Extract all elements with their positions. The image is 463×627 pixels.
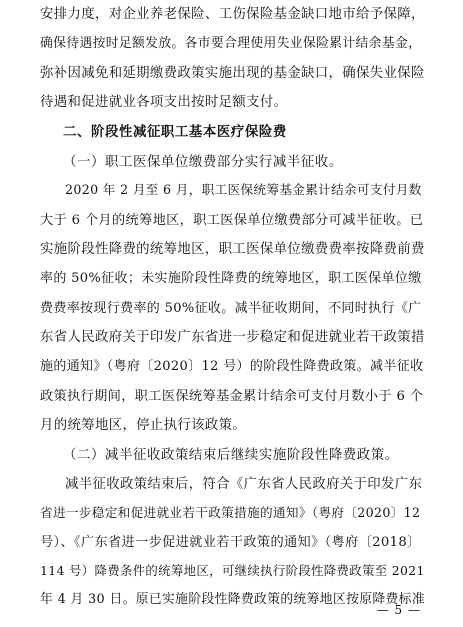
body-text-line: 待遇和促进就业各项支出按时足额支付。 xyxy=(40,95,288,110)
subsection-heading: （二）减半征收政策结束后继续实施阶段性降费政策。 xyxy=(63,448,399,463)
body-text-line: 号）、《广东省进一步促进就业若干政策的通知》（粤府〔2018〕 xyxy=(40,535,421,550)
body-text-line: 省进一步稳定和促进就业若干政策措施的通知》（粤府〔2020〕12 xyxy=(40,505,421,520)
body-text-line: 费费率按现行费率的 50%征收。减半征收期间，不同时执行《广 xyxy=(40,301,422,316)
body-text-line: 率的 50%征收；未实施阶段性降费的统筹地区，职工医保单位缴 xyxy=(40,271,422,286)
body-text-line: 实施阶段性降费的统筹地区，职工医保单位缴费费率按降费前费 xyxy=(40,242,425,257)
section-heading: 二、阶段性减征职工基本医疗保险费 xyxy=(63,125,287,140)
body-text-line: 弥补因减免和延期缴费政策实施出现的基金缺口，确保失业保险 xyxy=(40,66,425,81)
body-text-line: 施的通知》（粤府〔2020〕12 号）的阶段性降费政策。减半征收 xyxy=(40,359,424,374)
body-text-line: 大于 6 个月的统筹地区，职工医保单位缴费部分可减半征收。已 xyxy=(40,213,424,228)
paragraph-first-line: 减半征收政策结束后，符合《广东省人民政府关于印发广东 xyxy=(65,477,423,492)
body-text-line: 114 号）降费条件的统筹地区，可继续执行阶段性降费政策至 2021 xyxy=(40,563,425,578)
body-text-line: 确保待遇按时足额发放。各市要合理使用失业保险累计结余基金， xyxy=(40,36,422,51)
subsection-heading: （一）职工医保单位缴费部分实行减半征收。 xyxy=(63,155,343,170)
body-text-line: 政策执行期间，职工医保统筹基金累计结余可支付月数小于 6 个 xyxy=(40,389,424,404)
body-text-line: 东省人民政府关于印发广东省进一步稳定和促进就业若干政策措 xyxy=(40,330,425,345)
body-text-line: 年 4 月 30 日。原已实施阶段性降费政策的统筹地区按原降费标准 xyxy=(40,592,425,607)
page-number: — 5 — xyxy=(376,603,421,617)
body-text-line: 月的统筹地区，停止执行该政策。 xyxy=(40,418,247,433)
body-text-line: 安排力度，对企业养老保险、工伤保险基金缺口地市给予保障， xyxy=(40,7,425,22)
paragraph-first-line: 2020 年 2 月至 6 月，职工医保统筹基金累计结余可支付月数 xyxy=(65,182,422,197)
